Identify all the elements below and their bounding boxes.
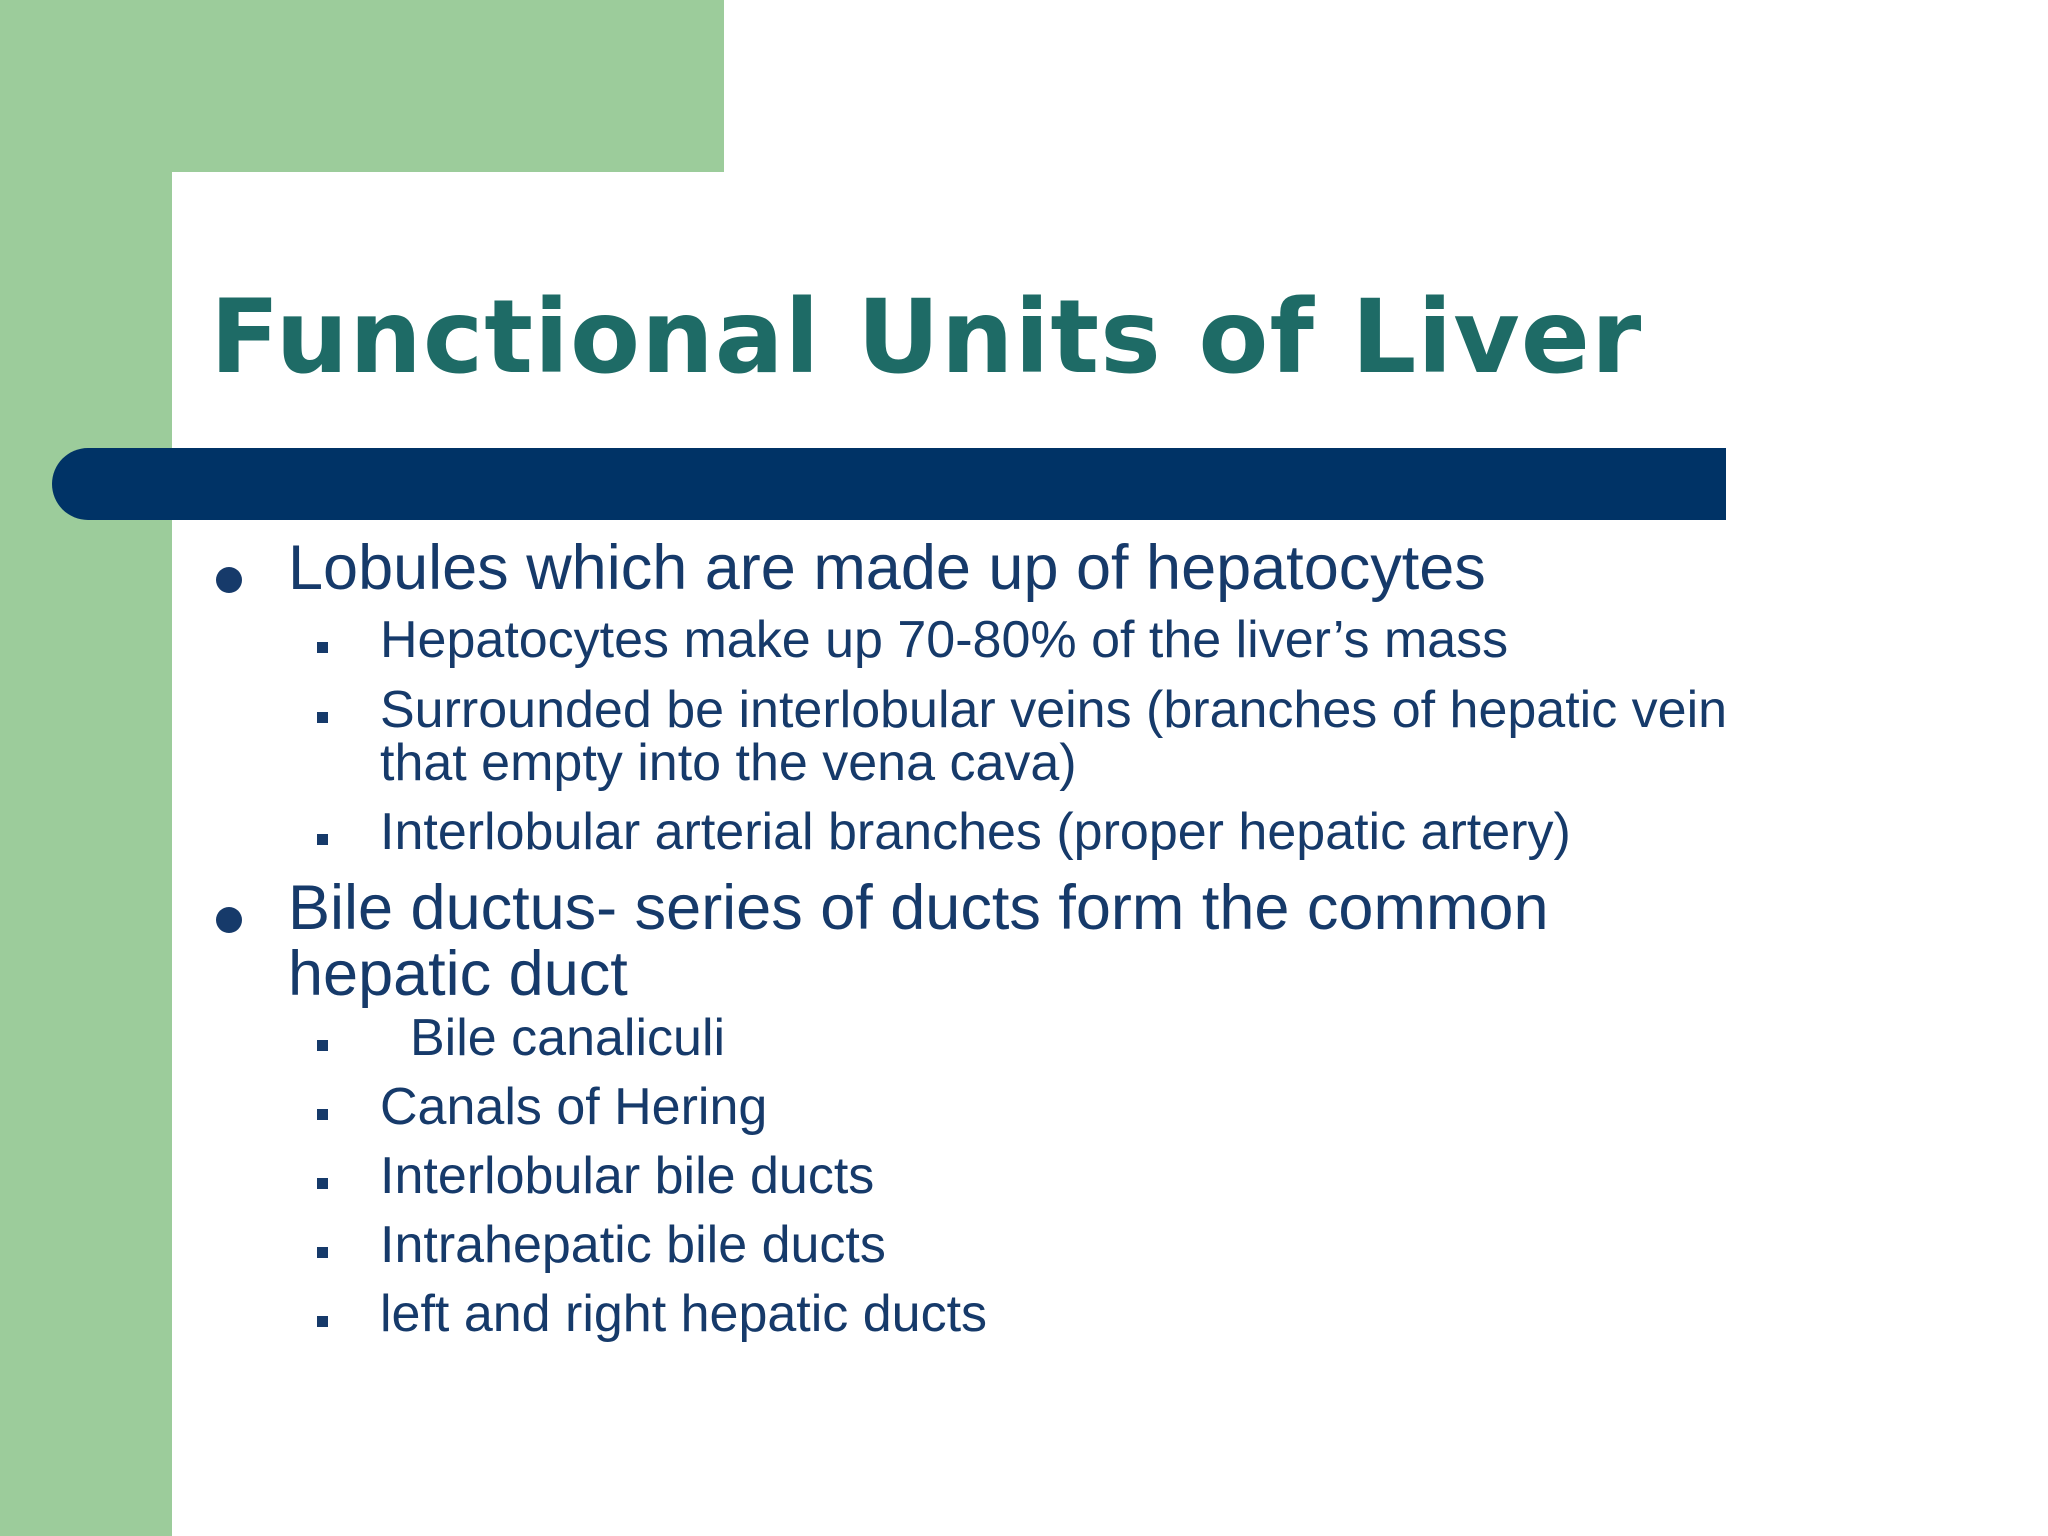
sub-bullet-marker [317, 834, 328, 845]
bullet-text: Lobules which are made up of hepatocytes [288, 533, 1486, 603]
bullet-dot [216, 567, 242, 593]
sub-bullet-marker [317, 712, 328, 723]
sub-bullet-marker [317, 1247, 328, 1258]
sub-bullet-text: Intrahepatic bile ducts [380, 1216, 886, 1274]
bullet-text: Bile ductus- series of ducts form the common [288, 873, 1549, 943]
sub-bullet-text: Hepatocytes make up 70-80% of the liver’s mass [380, 611, 1509, 669]
sub-bullet-text: Bile canaliculi [410, 1009, 726, 1067]
sub-bullet-text: Interlobular arterial branches (proper hepatic artery) [380, 803, 1571, 861]
sub-bullet-marker [317, 1109, 328, 1120]
sub-bullet-text: Surrounded be interlobular veins (branches of hepatic vein [380, 681, 1728, 739]
slide-title: Functional Units of Liver [210, 278, 1643, 397]
sub-bullet-text: that empty into the vena cava) [380, 734, 1077, 792]
sub-bullet-text: Canals of Hering [380, 1078, 768, 1136]
sub-bullet-text: Interlobular bile ducts [380, 1147, 875, 1205]
sub-bullet-marker [317, 1040, 328, 1051]
sub-bullet-marker [317, 1316, 328, 1327]
sub-bullet-text: left and right hepatic ducts [380, 1285, 988, 1343]
bullet-text: hepatic duct [288, 939, 628, 1009]
sub-bullet-marker [317, 1178, 328, 1189]
sub-bullet-marker [317, 642, 328, 653]
bullet-dot [216, 907, 242, 933]
